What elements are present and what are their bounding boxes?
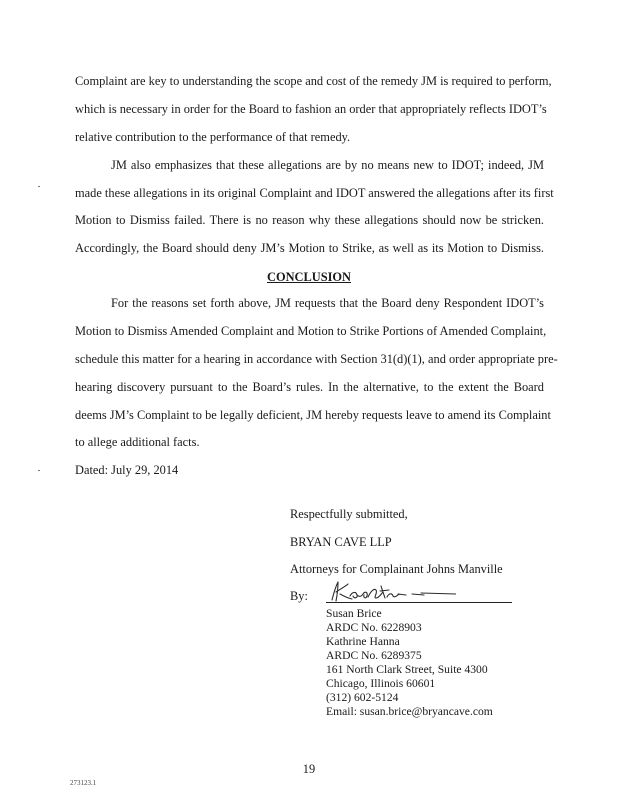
- signature-rule: [326, 602, 512, 603]
- scan-speck: [38, 186, 40, 187]
- conclusion-heading: CONCLUSION: [267, 270, 351, 284]
- attorneys-for: Attorneys for Complainant Johns Manville: [290, 562, 503, 576]
- paragraph-3-line: Motion to Dismiss Amended Complaint and Motion to Strike Portions of Amended Complaint,: [75, 324, 547, 338]
- paragraph-2-line: made these allegations in its original Complaint and IDOT answered the allegations after its first: [75, 186, 554, 200]
- paragraph-3-line: schedule this matter for a hearing in accordance with Section 31(d)(1), and order appropriate pre-: [75, 352, 558, 366]
- page-number: 19: [302, 762, 316, 776]
- signer-detail-line: 161 North Clark Street, Suite 4300: [326, 663, 488, 676]
- firm-name: BRYAN CAVE LLP: [290, 535, 392, 549]
- signer-detail-line: ARDC No. 6289375: [326, 649, 422, 662]
- scan-speck: [38, 470, 40, 471]
- signer-email: Email: susan.brice@bryancave.com: [326, 705, 493, 718]
- handwritten-signature: [326, 578, 456, 604]
- paragraph-3-line: deems JM’s Complaint to be legally deficient, JM hereby requests leave to amend its Complaint: [75, 408, 551, 422]
- date-line: Dated: July 29, 2014: [75, 463, 179, 477]
- signer-detail-line: Susan Brice: [326, 607, 382, 620]
- paragraph-1-line: Complaint are key to understanding the scope and cost of the remedy JM is required to perform,: [75, 74, 552, 88]
- by-label: By:: [290, 589, 308, 603]
- paragraph-2-line: Accordingly, the Board should deny JM’s Motion to Strike, as well as its Motion to Dismiss.: [75, 241, 544, 255]
- signer-detail-line: (312) 602-5124: [326, 691, 399, 704]
- paragraph-2-line: Motion to Dismiss failed. There is no reason why these allegations should now be stricken.: [75, 213, 544, 227]
- paragraph-3-line: to allege additional facts.: [75, 435, 200, 449]
- signer-detail-line: ARDC No. 6228903: [326, 621, 422, 634]
- closing-text: Respectfully submitted,: [290, 507, 408, 521]
- paragraph-3-line: For the reasons set forth above, JM requests that the Board deny Respondent IDOT’s: [111, 296, 544, 310]
- paragraph-1-line: which is necessary in order for the Board to fashion an order that appropriately reflects IDOT’s: [75, 102, 547, 116]
- document-id: 273123.1: [70, 779, 97, 787]
- paragraph-1-line: relative contribution to the performance of that remedy.: [75, 130, 351, 144]
- signer-detail-line: Kathrine Hanna: [326, 635, 400, 648]
- signer-detail-line: Chicago, Illinois 60601: [326, 677, 436, 690]
- paragraph-2-line: JM also emphasizes that these allegations are by no means new to IDOT; indeed, JM: [111, 158, 544, 172]
- paragraph-3-line: hearing discovery pursuant to the Board’s rules. In the alternative, to the extent the Board: [75, 380, 544, 394]
